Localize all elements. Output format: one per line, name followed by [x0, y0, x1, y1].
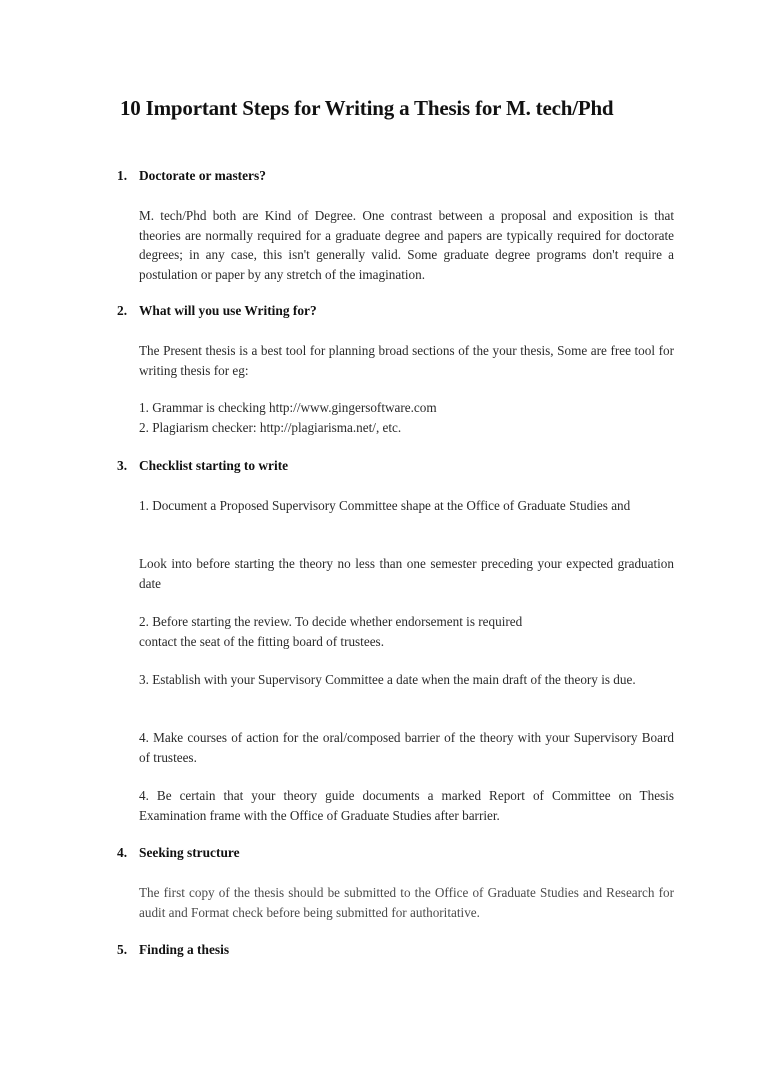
- section-number: 3.: [117, 458, 128, 473]
- checklist-item-3: 3. Establish with your Supervisory Committee a date when the main draft of the theory is due.: [139, 672, 636, 687]
- checklist-item-2-line: contact the seat of the fitting board of trustees.: [139, 633, 384, 649]
- checklist-item-5: 4. Be certain that your theory guide documents a marked Report of Committee on Thesis Examination frame with the Office of Graduate Studies after barrier.: [139, 788, 674, 823]
- checklist-item-1-note: Look into before starting the theory no less than one semester preceding your expected graduation date: [139, 556, 674, 591]
- section-1-paragraph: M. tech/Phd both are Kind of Degree. One contrast between a proposal and exposition is that theories are normally required for a graduate degree and papers are typically required for doctorate degrees; in any case, this isn't generally valid. Some graduate degree programs don't require a postulation or paper by any stretch of the imagination.: [139, 208, 674, 282]
- tool-list-item: 1. Grammar is checking http://www.gingersoftware.com: [139, 400, 437, 415]
- document-title: 10 Important Steps for Writing a Thesis for M. tech/Phd: [120, 96, 614, 120]
- section-title: Finding a thesis: [139, 942, 230, 957]
- tool-list: [139, 398, 674, 437]
- section-heading-2: [117, 303, 317, 319]
- section-number: 5.: [117, 942, 128, 957]
- section-heading-1: [117, 168, 266, 184]
- section-number: 4.: [117, 845, 128, 860]
- section-4-paragraph: The first copy of the thesis should be submitted to the Office of Graduate Studies and Research for audit and Format check before being submitted for authoritative.: [139, 885, 674, 920]
- section-title: Checklist starting to write: [139, 458, 289, 473]
- section-heading-4: [117, 845, 240, 861]
- section-number: 2.: [117, 303, 128, 318]
- checklist-item-4: 4. Make courses of action for the oral/composed barrier of the theory with your Supervisory Board of trustees.: [139, 730, 674, 765]
- section-title: Seeking structure: [139, 845, 240, 860]
- section-heading-3: [117, 458, 288, 474]
- checklist-item-1: 1. Document a Proposed Supervisory Committee shape at the Office of Graduate Studies and: [139, 498, 631, 513]
- tool-list-item: 2. Plagiarism checker: http://plagiarisma.net/, etc.: [139, 419, 402, 435]
- section-number: 1.: [117, 168, 128, 183]
- section-2-paragraph: The Present thesis is a best tool for planning broad sections of the your thesis, Some are free tool for writing thesis for eg:: [139, 343, 674, 378]
- section-title: What will you use Writing for?: [139, 303, 317, 318]
- checklist-item-2: [139, 612, 674, 651]
- section-title: Doctorate or masters?: [139, 168, 266, 183]
- section-heading-5: [117, 942, 229, 958]
- checklist-item-2-line: 2. Before starting the review. To decide whether endorsement is required: [139, 614, 523, 629]
